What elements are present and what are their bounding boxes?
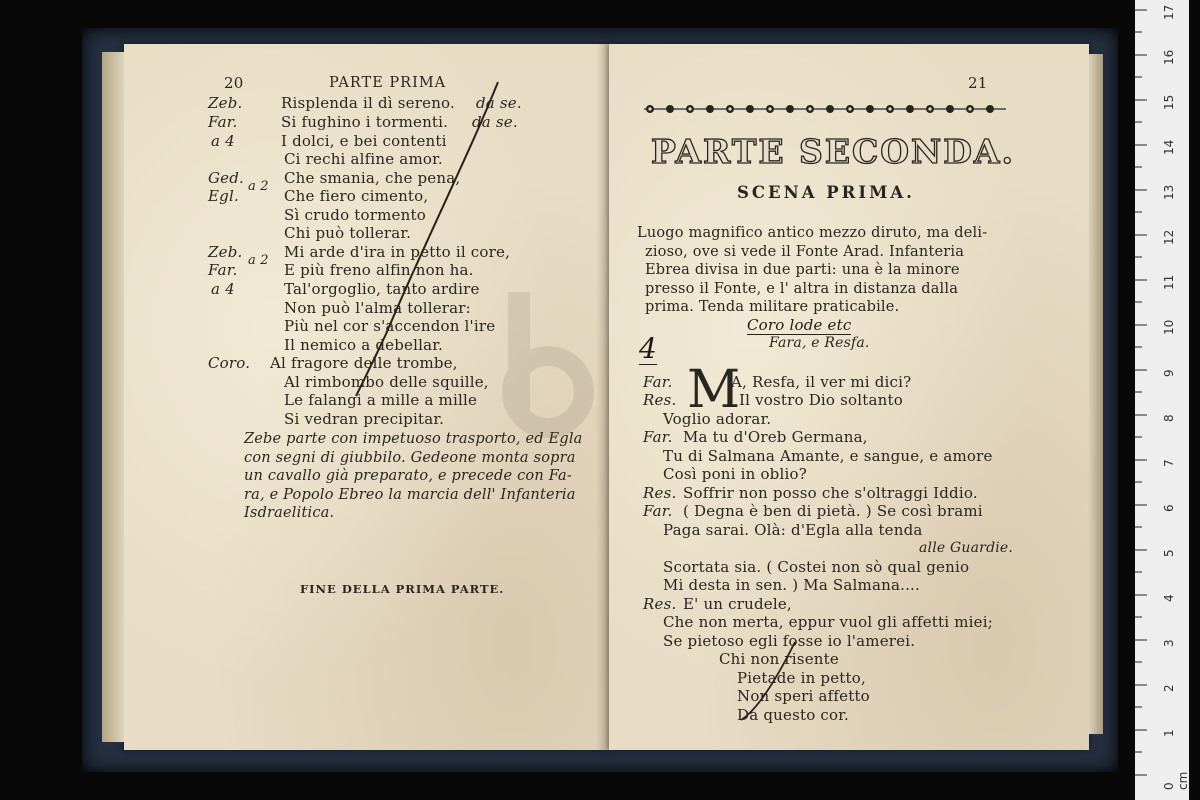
dialogue-line: Voglio adorar. [663, 410, 772, 428]
parte-seconda-title: PARTE SECONDA. [651, 132, 1015, 171]
speaker-label: Zeb. [208, 243, 243, 261]
running-head: PARTE PRIMA [329, 75, 447, 91]
verse-line: Il nemico a debellar. [284, 336, 443, 354]
ruler-label: 15 [1162, 94, 1176, 110]
speaker-label: Coro. [208, 354, 251, 372]
dialogue-line: A, Resfa, il ver mi dici? [731, 373, 912, 391]
aside-text: da se. [472, 113, 518, 131]
verse-line: I dolci, e bei contenti [281, 132, 447, 150]
characters-line: Fara, e Resfa. [769, 335, 870, 351]
library-watermark-logo [478, 282, 598, 462]
ruler-label: 5 [1162, 549, 1176, 557]
ruler-label: 12 [1162, 229, 1176, 245]
page-number-right: 21 [968, 74, 988, 92]
stage-direction-line: un cavallo già preparato, e precede con Fa- [244, 468, 572, 484]
aria-line: Pietade in petto, [737, 669, 866, 687]
stage-direction-line: con segni di giubbilo. Gedeone monta sopra [244, 450, 576, 466]
verse-line: Si fughino i tormenti. [281, 113, 449, 131]
verse-line: Chi può tollerar. [284, 224, 412, 242]
verse-line: Al fragore delle trombe, [270, 354, 458, 372]
verse-line: Tal'orgoglio, tanto ardire [284, 280, 480, 298]
speaker-label: Far. [643, 373, 673, 391]
handwritten-number: 4 [639, 332, 658, 365]
dialogue-line: Se pietoso egli fosse io l'amerei. [663, 632, 916, 650]
ruler-ticks [1135, 0, 1189, 800]
aria-line: Da questo cor. [737, 706, 849, 724]
scena-heading: SCENA PRIMA. [737, 183, 915, 202]
verse-line: Risplenda il dì sereno. [281, 94, 455, 112]
ruler-label: 1 [1162, 729, 1176, 737]
speaker-label: a 2 [248, 179, 269, 194]
verse-line: Che fiero cimento, [284, 187, 429, 205]
verse-line: Si vedran precipitar. [284, 410, 445, 428]
dialogue-line: Tu di Salmana Amante, e sangue, e amore [663, 447, 993, 465]
speaker-label: Zeb. [208, 94, 243, 112]
dialogue-line: Scortata sia. ( Costei non sò qual genio [663, 558, 970, 576]
dialogue-line: Il vostro Dio soltanto [739, 391, 903, 409]
ruler-label: 4 [1162, 594, 1176, 602]
pencil-strike-mark [609, 44, 1089, 750]
dialogue-line: Ma tu d'Oreb Germana, [683, 428, 868, 446]
stage-direction-line: Zebe parte con impetuoso trasporto, ed Egla [244, 431, 583, 447]
ruler-label: 11 [1162, 274, 1176, 290]
drop-cap: M [687, 360, 741, 420]
handwritten-note: Coro lode etc [747, 316, 852, 334]
speaker-label: Egl. [208, 187, 239, 205]
ruler-label: 0 cm [1162, 771, 1190, 790]
dialogue-line: Così poni in oblio? [663, 465, 807, 483]
ruler-label: 2 [1162, 684, 1176, 692]
aria-line: Chi non risente [719, 650, 839, 668]
aside-guards: alle Guardie. [919, 540, 1014, 556]
dialogue-line: ( Degna è ben di pietà. ) Se così brami [683, 502, 983, 520]
ruler-label: 9 [1162, 369, 1176, 377]
verse-line: Al rimbombo delle squille, [284, 373, 489, 391]
dialogue-line: Mi desta in sen. ) Ma Salmana.... [663, 576, 920, 594]
dialogue-line: E' un crudele, [683, 595, 792, 613]
setting-line: Ebrea divisa in due parti: una è la minore [645, 262, 960, 278]
dialogue-line: Soffrir non posso che s'oltraggi Iddio. [683, 484, 978, 502]
speaker-label: Res. [643, 595, 677, 613]
stage-direction-line: Isdraelitica. [244, 505, 335, 521]
setting-line: presso il Fonte, e l' altra in distanza dalla [645, 281, 959, 297]
speaker-label: Far. [208, 113, 238, 131]
verse-line: Che smania, che pena, [284, 169, 461, 187]
speaker-label: Far. [643, 428, 673, 446]
verse-line: Mi arde d'ira in petto il core, [284, 243, 511, 261]
ruler-label: 7 [1162, 459, 1176, 467]
verse-line: Non può l'alma tollerar: [284, 299, 471, 317]
ruler-label: 8 [1162, 414, 1176, 422]
ruler-label: 16 [1162, 49, 1176, 65]
ruler-label: 13 [1162, 184, 1176, 200]
ruler-label: 17 [1162, 4, 1176, 20]
ruler-label: 14 [1162, 139, 1176, 155]
speaker-label: a 2 [248, 253, 269, 268]
verse-line: Più nel cor s'accendon l'ire [284, 317, 496, 335]
verse-line: Sì crudo tormento [284, 206, 426, 224]
aside-text: da se. [476, 94, 522, 112]
measurement-ruler [1135, 0, 1189, 800]
page-number-left: 20 [224, 74, 244, 92]
verse-line: Ci rechi alfine amor. [284, 150, 443, 168]
ruler-label: 6 [1162, 504, 1176, 512]
verse-line: E più freno alfin non ha. [284, 261, 474, 279]
dialogue-line: Che non merta, eppur vuol gli affetti miei; [663, 613, 993, 631]
setting-line: zioso, ove si vede il Fonte Arad. Infanteria [645, 244, 965, 260]
right-page [609, 44, 1089, 750]
speaker-label: Res. [643, 391, 677, 409]
ornament-band [640, 98, 1010, 120]
speaker-label: a 4 [211, 280, 235, 298]
dialogue-line: Paga sarai. Olà: d'Egla alla tenda [663, 521, 923, 539]
speaker-label: Ged. [208, 169, 245, 187]
speaker-label: Far. [208, 261, 238, 279]
setting-line: Luogo magnifico antico mezzo diruto, ma deli- [637, 225, 988, 241]
speaker-label: Far. [643, 502, 673, 520]
fine-prima-parte: FINE DELLA PRIMA PARTE. [300, 582, 505, 596]
ruler-label: 3 [1162, 639, 1176, 647]
ruler-label: 10 [1162, 319, 1176, 335]
aria-line: Non speri affetto [737, 687, 870, 705]
speaker-label: a 4 [211, 132, 235, 150]
verse-line: Le falangi a mille a mille [284, 391, 478, 409]
stage-direction-line: ra, e Popolo Ebreo la marcia dell' Infanteria [244, 487, 576, 503]
setting-line: prima. Tenda militare praticabile. [645, 299, 900, 315]
speaker-label: Res. [643, 484, 677, 502]
